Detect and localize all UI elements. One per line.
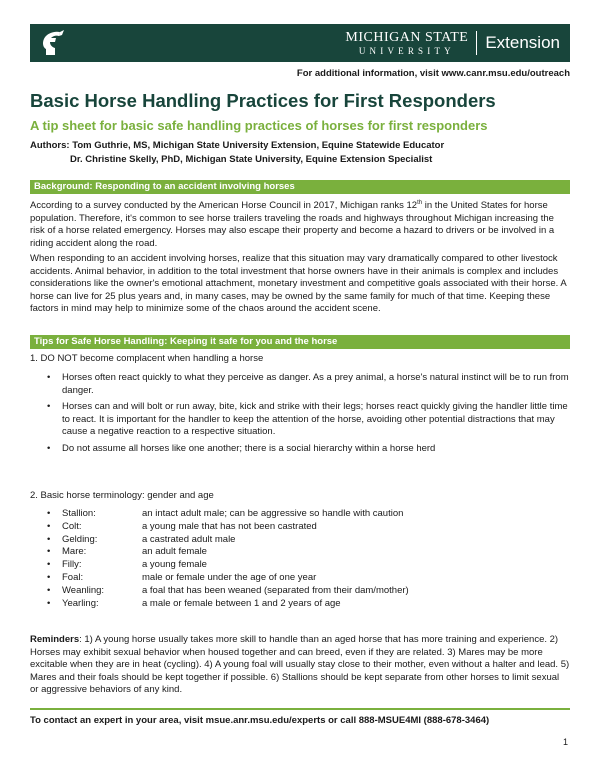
brand-extension: Extension [485,33,560,52]
spartan-helmet-icon [38,28,68,58]
brand-line-2: UNIVERSITY [358,45,455,56]
term-row [30,585,570,598]
reminders-text: : 1) A young horse usually takes more skill to handle than an aged horse that has more training and experience. 2) Horses may exhibit sexual behavior when housed together and can breed, even if they are related. 3) Mares may be more excitable when they are in heat (cycling). 4) A young foal will usually stay close to their mother, even without a halter and lead. 5) Mares and their foals should be kept together if possible. 6) Stallions should be kept separate from other horses to limit sexual or aggressive behaviors of any kind. [30,634,570,696]
page-subtitle: A tip sheet for basic safe handling practices of horses for first responders [30,118,488,133]
brand-wordmark [345,24,570,62]
background-heading: Background: Responding to an accident involving horses [30,180,570,194]
university-name [345,31,468,56]
term-name: • Gelding: [62,533,98,545]
term-row [30,546,570,559]
footer-divider [30,708,570,710]
page-title: Basic Horse Handling Practices for First Responders [30,90,496,111]
more-info-link[interactable]: For additional information, visit www.canr.msu.edu/outreach [296,68,570,79]
term-name: • Weanling: [62,584,105,596]
authors [30,139,444,167]
term-name: • Mare: [62,546,87,558]
page-number: 1 [562,737,568,747]
term-name: • Foal: [62,571,84,583]
reminders-label: Reminders [30,634,80,645]
bullet-item: • Do not assume all horses like one another; there is a social hierarchy within a horse herd [30,443,570,456]
term-definition: a young male that has not been castrated [142,520,317,532]
tip-1-bullets [30,372,570,456]
term-definition: a castrated adult male [142,533,236,545]
tips-heading: Tips for Safe Horse Handling: Keeping it safe for you and the horse [30,335,570,349]
background-paragraph-1 [30,197,570,251]
author-line-1: Authors: Tom Guthrie, MS, Michigan State University Extension, Equine Statewide Educator [30,140,445,151]
term-row [30,572,570,585]
term-definition: a male or female between 1 and 2 years of age [142,597,341,609]
term-name: • Yearling: [62,597,99,609]
brand-divider [476,31,477,55]
contact-line[interactable]: To contact an expert in your area, visit msue.anr.msu.edu/experts or call 888-MSUE4MI (888-678-3464) [30,715,490,726]
term-definition: an adult female [142,546,207,558]
p1-text-a: According to a survey conducted by the American Horse Council in 2017, Michigan ranks 12 [30,200,418,212]
term-name: • Filly: [62,559,82,571]
term-name: • Stallion: [62,508,96,519]
term-definition: an intact adult male; can be aggressive so handle with caution [142,508,404,519]
tip-item-1: 1. DO NOT become complacent when handling a horse [30,353,264,364]
header-banner [30,24,570,62]
term-definition: a foal that has been weaned (separated from their dam/mother) [142,584,409,596]
terminology-list [30,508,570,610]
reminders-paragraph [30,634,570,697]
term-name: • Colt: [62,520,82,532]
term-definition: a young female [142,559,207,571]
term-definition: male or female under the age of one year [142,571,317,583]
tip-item-2: 2. Basic horse terminology: gender and age [30,490,214,501]
background-paragraph-2: When responding to an accident involving horses, realize that this situation may vary dramatically compared to other livestock accidents. Animal behavior, in addition to the total investment that horse owners have in their animals is complex and includes considerations like the owner's emotional attachment, monetary investment and competitive goals associated with their horse. A horse can live for 25 plus years and, in many cases, may be owned by the same family for much of that time. Keeping these factors in mind may help to minimize some of the chaos around the accident scene. [30,253,567,315]
p1-superscript: th [417,200,423,206]
term-row [30,559,570,572]
bullet-item: • Horses can and will bolt or run away, bite, kick and strike with their legs; horses react quickly giving the handler little time to react. It is important for the handler to keep the attention of the horse, avoiding other potential distractions that may cause a negative reaction to a respective situation. [30,401,570,439]
term-row [30,534,570,547]
brand-line-1: MICHIGAN STATE [345,29,469,45]
bullet-item: • Horses often react quickly to what they perceive as danger. As a prey animal, a horse's natural instinct will be to run from danger. [30,372,570,397]
term-row [30,508,570,521]
p1-text-b: in the United States for horse population. Therefore, it's common to see horse trailers traveling the roads and highways throughout Michigan increasing the risk of a horse related emergency. Horses may also escape their property and become a hazard to drivers or be involved in a riding accident along the road. [30,200,555,249]
term-row [30,521,570,534]
author-line-2: Dr. Christine Skelly, PhD, Michigan State University, Equine Extension Specialist [70,154,433,165]
term-row [30,598,570,611]
